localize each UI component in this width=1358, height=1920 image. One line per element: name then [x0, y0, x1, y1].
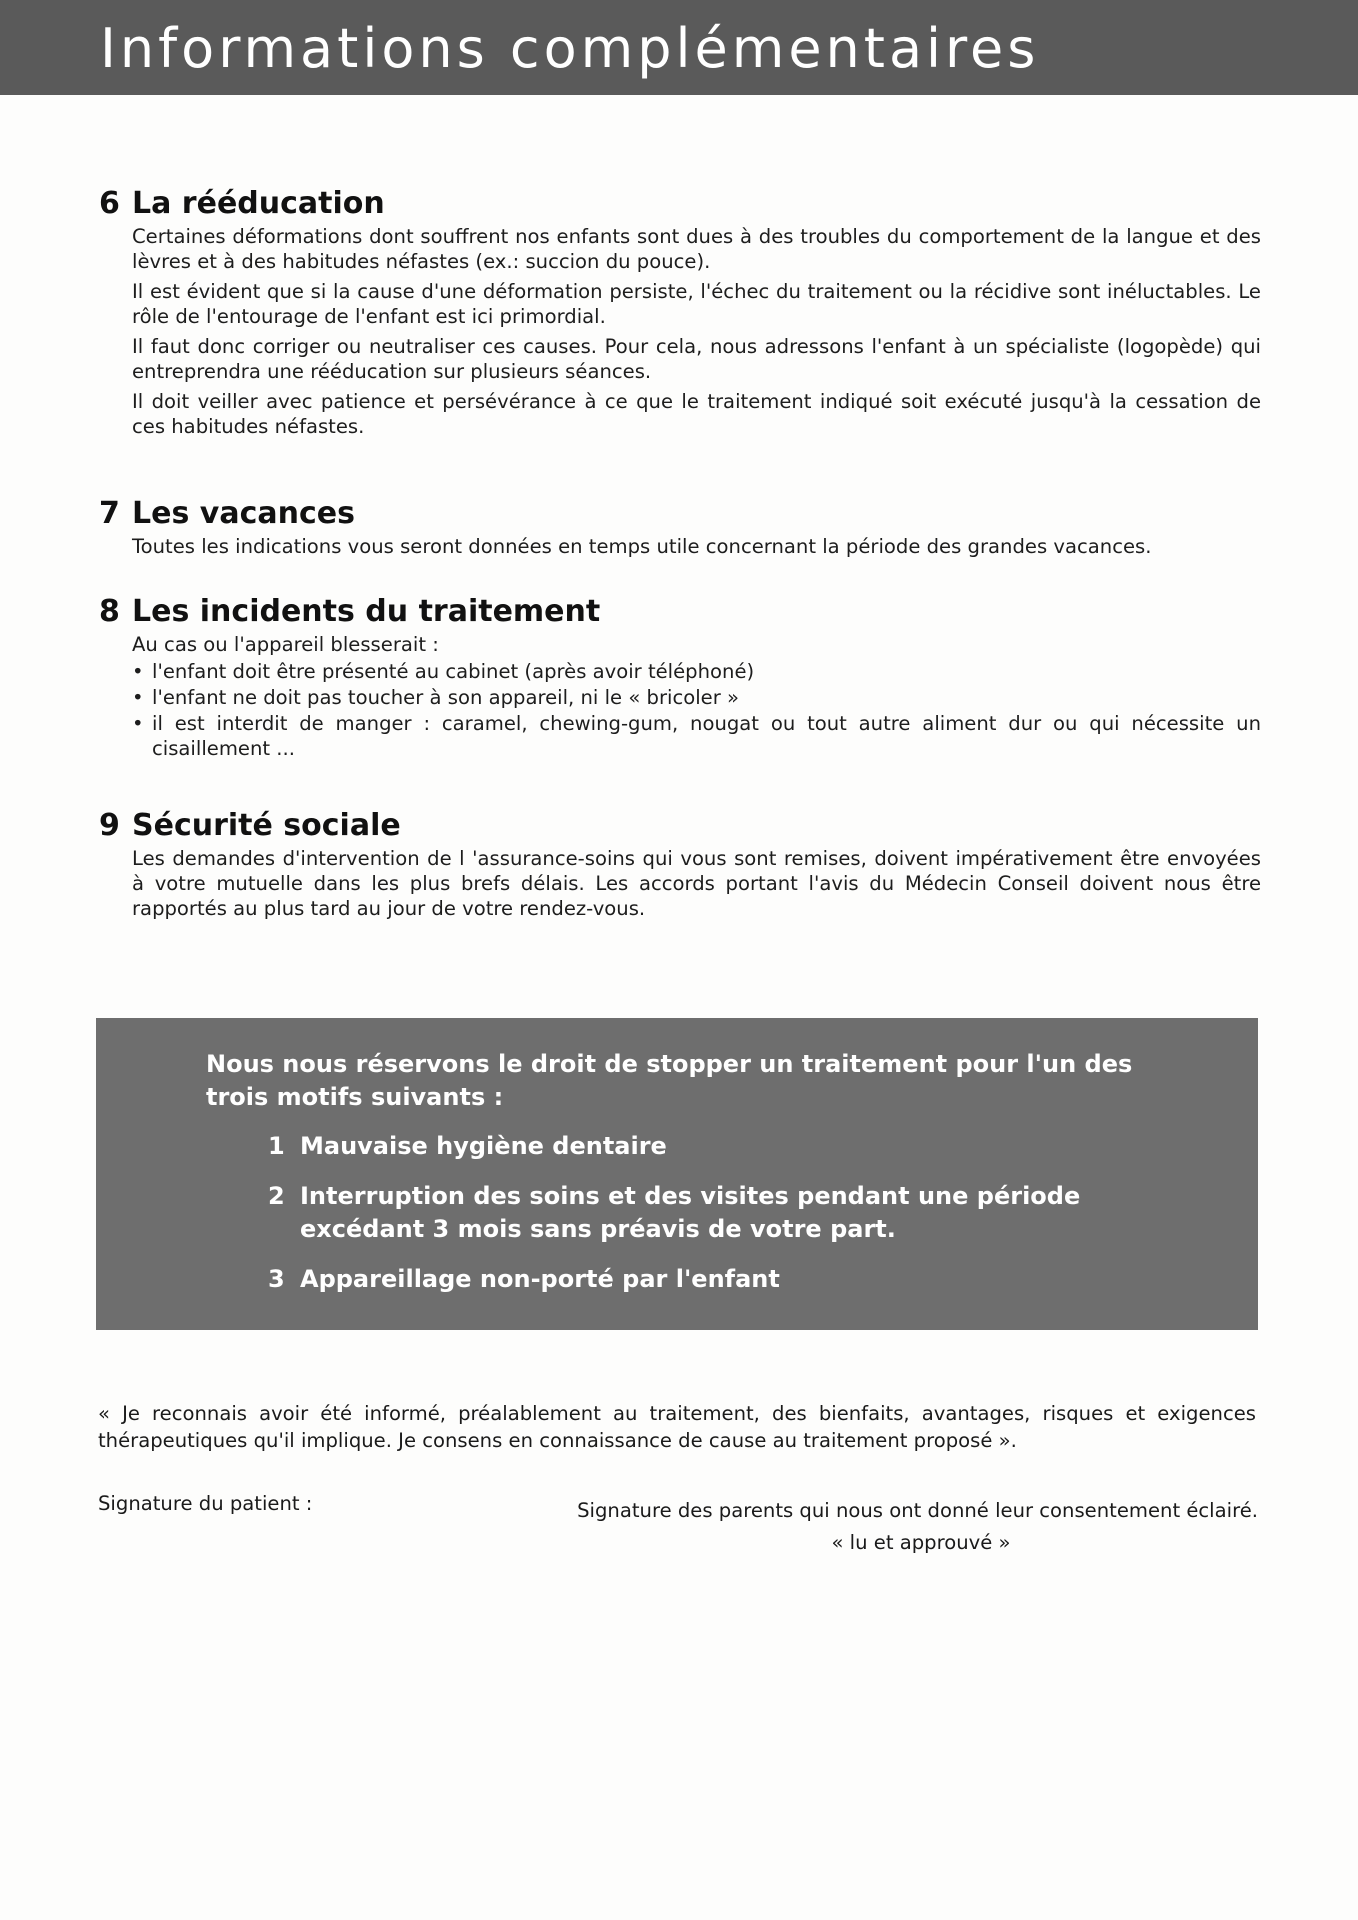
bullet-icon: •: [132, 712, 144, 735]
parents-signature-block: [520, 1495, 1258, 1559]
section-number: 6: [99, 186, 120, 221]
callout-item: [268, 1180, 1168, 1246]
intro-text: Au cas ou l'appareil blesserait :: [132, 633, 439, 656]
list-item: [132, 685, 1261, 710]
section-heading: [99, 592, 1261, 632]
paragraph: Il est évident que si la cause d'une déformation persiste, l'échec du traitement ou la récidive sont inéluctables. Le rôle de l'entourage de l'enfant est ici primordial.: [132, 280, 1261, 328]
section-title: Les vacances: [132, 496, 355, 531]
list-item-text: il est interdit de manger : caramel, chewing-gum, nougat ou tout autre aliment dur ou qui nécessite un cisaillement ...: [152, 712, 1261, 760]
parents-signature-label: Signature des parents qui nous ont donné leur consentement éclairé.: [577, 1499, 1258, 1522]
page-title: Informations complémentaires: [100, 17, 1040, 80]
consent-statement: « Je reconnais avoir été informé, préalablement au traitement, des bienfaits, avantages, risques et exigences thérapeutiques qu'il implique. Je consens en connaissance de cause au traitement proposé ».: [98, 1402, 1256, 1452]
section-body: [132, 534, 1261, 559]
section-body: [132, 846, 1261, 921]
warning-callout: [96, 1018, 1258, 1330]
paragraph: Il faut donc corriger ou neutraliser ces causes. Pour cela, nous adressons l'enfant à un spécialiste (logopède) qui entreprendra une rééducation sur plusieurs séances.: [132, 335, 1261, 383]
section-number: 7: [99, 496, 120, 531]
section-body: [132, 224, 1261, 439]
section-number: 8: [99, 594, 120, 629]
callout-item-text: Interruption des soins et des visites pendant une période excédant 3 mois sans préavis de votre part.: [300, 1182, 1081, 1243]
section-incidents: [99, 592, 1261, 762]
section-title: Sécurité sociale: [132, 808, 401, 843]
callout-item-text: Mauvaise hygiène dentaire: [300, 1132, 667, 1160]
callout-item-number: 2: [268, 1182, 285, 1210]
bullet-icon: •: [132, 660, 144, 683]
callout-item: [268, 1263, 1168, 1296]
approval-text: « lu et approuvé »: [831, 1531, 1011, 1554]
section-title: La rééducation: [132, 186, 385, 221]
page-header: [0, 0, 1358, 95]
section-reeducation: [99, 184, 1261, 444]
callout-list: [268, 1130, 1168, 1313]
callout-item-text: Appareillage non-porté par l'enfant: [300, 1265, 780, 1293]
bullet-icon: •: [132, 686, 144, 709]
paragraph: Certaines déformations dont souffrent nos enfants sont dues à des troubles du comportement de la langue et des lèvres et à des habitudes néfastes (ex.: succion du pouce).: [132, 225, 1261, 273]
section-title: Les incidents du traitement: [132, 594, 601, 629]
list-item-text: l'enfant ne doit pas toucher à son appareil, ni le « bricoler »: [152, 686, 740, 709]
callout-item: [268, 1130, 1168, 1163]
bullet-list: [132, 659, 1261, 761]
callout-intro: Nous nous réservons le droit de stopper un traitement pour l'un des trois motifs suivants :: [206, 1050, 1133, 1111]
paragraph: Il doit veiller avec patience et persévérance à ce que le traitement indiqué soit exécuté jusqu'à la cessation de ces habitudes néfastes.: [132, 390, 1261, 438]
patient-signature-label: Signature du patient :: [98, 1492, 313, 1515]
callout-item-number: 1: [268, 1132, 285, 1160]
section-body: [132, 632, 1261, 761]
section-vacances: [99, 494, 1261, 564]
section-heading: [99, 806, 1261, 846]
paragraph: Les demandes d'intervention de l 'assurance-soins qui vous sont remises, doivent impérativement être envoyées à votre mutuelle dans les plus brefs délais. Les accords portant l'avis du Médecin Conseil doivent nous être rapportés au plus tard au jour de votre rendez-vous.: [132, 847, 1261, 920]
callout-item-number: 3: [268, 1265, 285, 1293]
section-heading: [99, 184, 1261, 224]
list-item: [132, 711, 1261, 761]
section-number: 9: [99, 808, 120, 843]
list-item: [132, 659, 1261, 684]
paragraph: Toutes les indications vous seront données en temps utile concernant la période des grandes vacances.: [132, 535, 1152, 558]
list-item-text: l'enfant doit être présenté au cabinet (après avoir téléphoné): [152, 660, 755, 683]
section-securite-sociale: [99, 806, 1261, 926]
section-heading: [99, 494, 1261, 534]
